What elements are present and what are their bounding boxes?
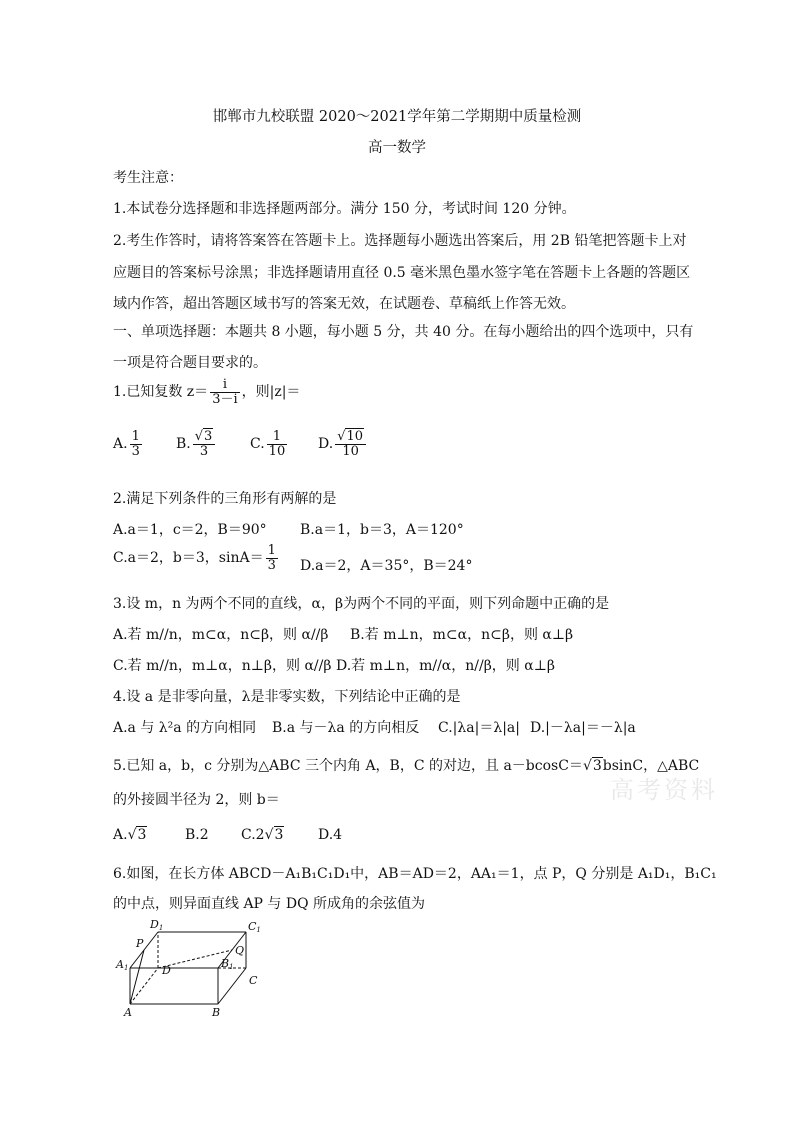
- q1-frac-num: i: [222, 377, 227, 392]
- q5-line1-prefix: 5.已知 a，b，c 分别为△ABC 三个内角 A，B，C 的对边，且 a－bcosC＝: [113, 758, 583, 774]
- question-2-stem: 2.满足下列条件的三角形有两解的是: [113, 491, 337, 507]
- notice-item-2-line-2: 应题目的答案标号涂黑；非选择题请用直径 0.5 毫米黑色墨水签字笔在答题卡上各题的答题区: [113, 265, 691, 281]
- label-a: A: [124, 1006, 132, 1019]
- q3-option-d: D.若 m⊥n，m//α，n//β，则 α⊥β: [336, 658, 555, 674]
- q1-option-c-frac: [267, 430, 288, 458]
- q5-option-c-sqrt: √3: [264, 827, 284, 843]
- q2-option-b: B.a＝1，b＝3，A＝120°: [300, 522, 464, 538]
- cuboid-figure: [108, 918, 268, 1028]
- q1-option-a-den: 3: [131, 443, 140, 459]
- q3-option-a: A.若 m//n，m⊂α，n⊂β，则 α//β: [113, 627, 329, 643]
- q4-option-b: B.a 与－λa 的方向相反: [272, 720, 420, 736]
- q1-option-b-frac: [193, 430, 216, 458]
- question-4-stem: 4.设 a 是非零向量，λ是非零实数，下列结论中正确的是: [113, 689, 461, 705]
- q1-option-a-frac: [130, 430, 142, 458]
- q1-option-b-label: B.: [176, 436, 191, 453]
- q1-fraction: [210, 378, 239, 406]
- edge-b-c: [218, 968, 246, 1004]
- label-d: D: [162, 964, 171, 977]
- q1-option-b: [176, 430, 217, 458]
- q1-option-d-radicand: 10: [346, 429, 364, 444]
- question-3-stem: 3.设 m，n 为两个不同的直线，α，β为两个不同的平面，则下列命题中正确的是: [113, 596, 610, 612]
- label-q: Q: [235, 944, 245, 957]
- notice-item-2-line-3: 域内作答，超出答题区域书写的答案无效，在试题卷、草稿纸上作答无效。: [113, 296, 575, 312]
- q5-option-d: D.4: [318, 827, 343, 843]
- q2-option-c-prefix: C.a＝2，b＝3，sinA＝: [113, 550, 264, 567]
- q2-option-d: D.a＝2，A＝35°，B＝24°: [300, 558, 473, 574]
- q1-option-a-label: A.: [113, 436, 128, 453]
- section1-heading-line-2: 一项是符合题目要求的。: [113, 355, 267, 371]
- segment-a-p: [130, 950, 144, 1004]
- label-b1: B1: [221, 957, 234, 971]
- label-a1: A1: [116, 958, 129, 972]
- question-6-stem-line-1: 6.如图，在长方体 ABCD－A₁B₁C₁D₁中，AB＝AD＝2，AA₁＝1，点 P，Q 分别是 A₁D₁，B₁C₁: [113, 866, 717, 882]
- q4-option-d: D.|－λa|＝－λ|a: [530, 720, 636, 736]
- q1-option-c-den: 10: [268, 443, 286, 459]
- q1-option-a-num: 1: [131, 429, 140, 444]
- q5-option-a-sqrt: √3: [127, 827, 147, 843]
- q5-option-c-radicand: 3: [274, 827, 284, 843]
- q5-line1-suffix: bsinC，△ABC: [602, 758, 700, 774]
- q1-option-d-label: D.: [318, 436, 334, 453]
- q2-option-c: [113, 544, 280, 572]
- q4-option-a: A.a 与 λ²a 的方向相同: [113, 720, 257, 736]
- question-1-stem: [113, 378, 300, 406]
- q4-option-c: C.|λa|＝λ|a|: [438, 720, 520, 736]
- watermark: 高考资料: [610, 776, 718, 804]
- notice-item-2-line-1: 2.考生作答时，请将答案答在答题卡上。选择题每小题选出答案后，用 2B 铅笔把答题卡上对: [113, 233, 687, 249]
- q1-option-c-num: 1: [272, 429, 282, 444]
- exam-subject: 高一数学: [368, 140, 426, 156]
- label-b: B: [212, 1006, 221, 1019]
- q1-option-b-num: [193, 430, 216, 444]
- label-c: C: [249, 974, 258, 987]
- q1-option-d-num: [335, 430, 366, 444]
- q3-option-b: B.若 m⊥n，m⊂α，n⊂β，则 α⊥β: [350, 627, 574, 643]
- q1-option-a: [113, 430, 144, 458]
- q1-option-d-sqrt: √10: [337, 429, 364, 444]
- label-p: P: [136, 937, 144, 950]
- q5-option-b: B.2: [185, 827, 209, 843]
- q5-line1-sqrt: √3: [582, 758, 602, 774]
- question-5-stem-line-2: 的外接圆半径为 2，则 b＝: [113, 792, 280, 808]
- q5-option-a: [113, 827, 147, 843]
- q1-option-b-den: 3: [193, 444, 216, 459]
- q1-option-b-sqrt: √3: [194, 429, 213, 444]
- section1-heading-line-1: 一、单项选择题：本题共 8 小题，每小题 5 分，共 40 分。在每小题给出的四个选项中，只有: [113, 324, 694, 340]
- q5-option-c-label: C.2: [241, 827, 265, 843]
- q5-line1-radicand: 3: [592, 758, 602, 774]
- label-c1: C1: [248, 920, 261, 934]
- question-6-stem-line-2: 的中点，则异面直线 AP 与 DQ 所成角的余弦值为: [113, 896, 426, 912]
- exam-title: 邯郸市九校联盟 2020～2021学年第二学期期中质量检测: [212, 109, 582, 125]
- q2-option-a: A.a＝1，c＝2，B＝90°: [113, 522, 267, 538]
- q5-option-c: [241, 827, 284, 843]
- q1-suffix: ，则|z|＝: [241, 384, 301, 401]
- q1-option-b-radicand: 3: [204, 429, 213, 444]
- q5-option-a-radicand: 3: [137, 827, 147, 843]
- q1-prefix: 1.已知复数 z＝: [113, 384, 209, 401]
- q1-option-c-label: C.: [250, 436, 265, 453]
- q1-frac-den: 3－i: [212, 391, 238, 407]
- q1-option-c: [250, 430, 289, 458]
- q2-option-c-den: 3: [267, 557, 276, 573]
- notice-item-1: 1.本试卷分选择题和非选择题两部分。满分 150 分，考试时间 120 分钟。: [113, 201, 576, 217]
- q2-option-c-num: 1: [267, 543, 276, 558]
- q5-option-a-label: A.: [113, 827, 128, 843]
- q2-option-c-frac: [266, 544, 278, 572]
- q1-option-d: [318, 430, 368, 458]
- label-d1: D1: [150, 918, 164, 932]
- notice-heading: 考生注意：: [113, 170, 183, 186]
- q3-option-c: C.若 m//n，m⊥α，n⊥β，则 α//β: [113, 658, 332, 674]
- q1-option-d-frac: [335, 430, 366, 458]
- q1-option-d-den: 10: [335, 444, 366, 459]
